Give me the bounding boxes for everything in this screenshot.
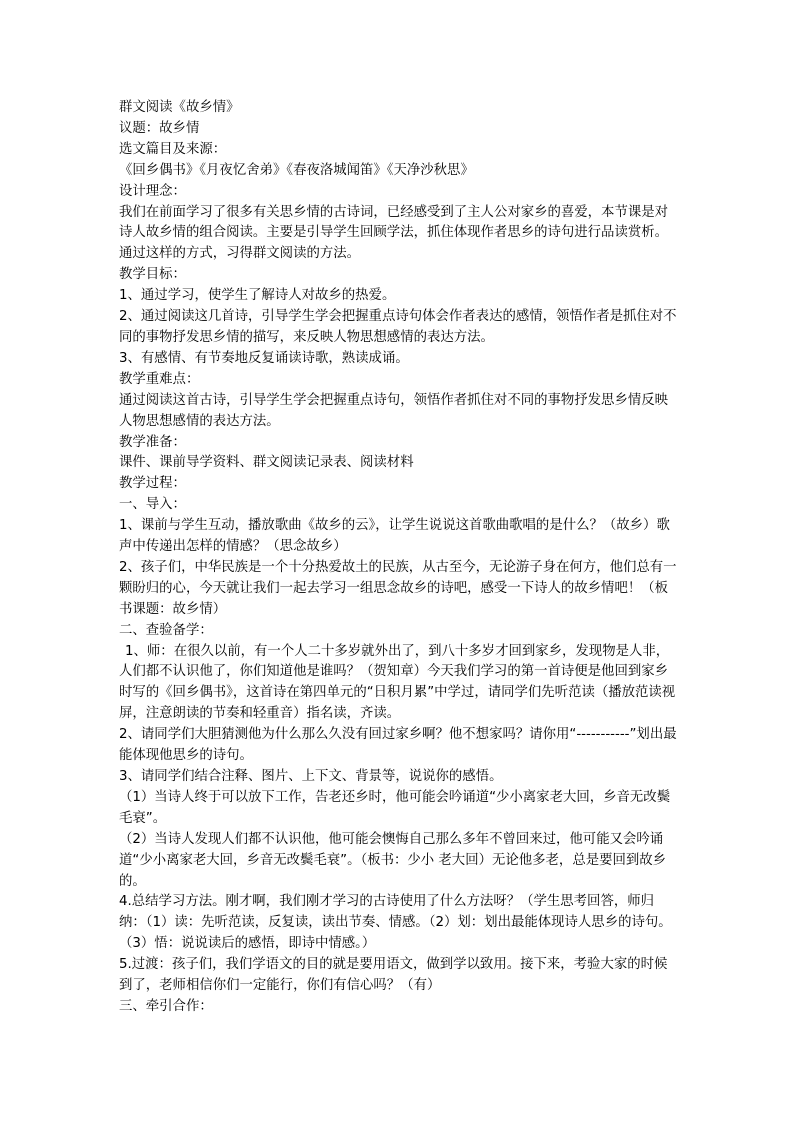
sources-list: 《回乡偶书》《月夜忆舍弟》《春夜洛城闻笛》《天净沙秋思》 [119,162,474,178]
sources-heading: 选文篇目及来源： [119,141,227,157]
goals-heading: 教学目标： [119,267,186,283]
check-item: 2、请同学们大胆猜测他为什么那么久没有回过家乡啊？他不想家吗？请你用“-----------”划出最能体现他思乡的诗句。 [119,727,677,764]
check-subitem: （1）当诗人终于可以放下工作，告老还乡时，他可能会吟诵道“少小离家老大回，乡音无改鬓毛衰”。 [119,789,671,826]
check-item: 3、请同学们结合注释、图片、上下文、背景等，说说你的感悟。 [119,769,503,784]
goal-item: 1、通过学习，使学生了解诗人对故乡的热爱。 [119,288,396,304]
document-body [119,98,679,1018]
intro-item: 1、课前与学生互动，播放歌曲《故乡的云》，让学生说说这首歌曲歌唱的是什么？（故乡）歌声中传递出怎样的情感？（思念故乡） [119,518,670,555]
check-item: 1、师：在很久以前，有一个人二十多岁就外出了，到八十多岁才回到家乡，发现物是人非，人们都不认识他了，你们知道他是谁吗？（贺知章）今天我们学习的第一首诗便是他回到家乡时写的《回乡偶书》，这首诗在第四单元的“日积月累”中学过，请同学们先听范读（播放范读视屏，注意朗读的节奏和轻重音）指名读，齐读。 [119,643,676,722]
section-heading-check: 二、查验备学： [119,622,213,638]
key-points-heading: 教学重难点： [119,371,200,387]
check-item: 4.总结学习方法。刚才啊，我们刚才学习的古诗使用了什么方法呀？（学生思考回答，师归纳：（1）读：先听范读，反复读，读出节奏、情感。（2）划：划出最能体现诗人思乡的诗句。（3）悟：说说读后的感悟，即诗中情感。） [119,894,672,952]
topic-line: 议题：故乡情 [119,120,200,136]
check-item: 5.过渡：孩子们，我们学语文的目的就是要用语文，做到学以致用。接下来，考验大家的时候到了，老师相信你们一定能行，你们有信心吗？（有） [119,957,668,994]
goal-item: 2、通过阅读这几首诗，引导学生学会把握重点诗句体会作者表达的感情，领悟作者是抓住对不同的事物抒发思乡情的描写，来反映人物思想感情的表达方法。 [119,309,677,345]
check-subitem: （2）当诗人发现人们都不认识他，他可能会懊悔自己那么多年不曾回来过，他可能又会吟诵道“少小离家老大回，乡音无改鬓毛衰”。（板书：少小 老大回）无论他多老，总是要回到故乡的。 [119,831,667,889]
preparation-paragraph: 课件、课前导学资料、群文阅读记录表、阅读材料 [119,455,414,471]
process-heading: 教学过程： [119,476,186,492]
design-paragraph: 我们在前面学习了很多有关思乡情的古诗词，已经感受到了主人公对家乡的喜爱，本节课是对诗人故乡情的组合阅读。主要是引导学生回顾学法，抓住体现作者思乡的诗句进行品读赏析。通过这样的方式，习得群文阅读的方法。 [119,204,669,262]
preparation-heading: 教学准备： [119,434,186,450]
document-title: 群文阅读《故乡情》 [119,100,240,115]
goal-item: 3、有感情、有节奏地反复诵读诗歌，熟读成诵。 [119,350,409,366]
section-heading-intro: 一、导入： [119,497,186,513]
intro-item: 2、孩子们，中华民族是一个十分热爱故土的民族，从古至今，无论游子身在何方，他们总有一颗盼归的心，今天就让我们一起去学习一组思念故乡的诗吧，感受一下诗人的故乡情吧！（板书课题：故乡情） [119,559,677,617]
key-points-paragraph: 通过阅读这首古诗，引导学生学会把握重点诗句，领悟作者抓住对不同的事物抒发思乡情反映人物思想感情的表达方法。 [119,392,669,429]
design-heading: 设计理念： [119,183,186,199]
section-heading-cooperation: 三、牵引合作： [119,998,213,1014]
